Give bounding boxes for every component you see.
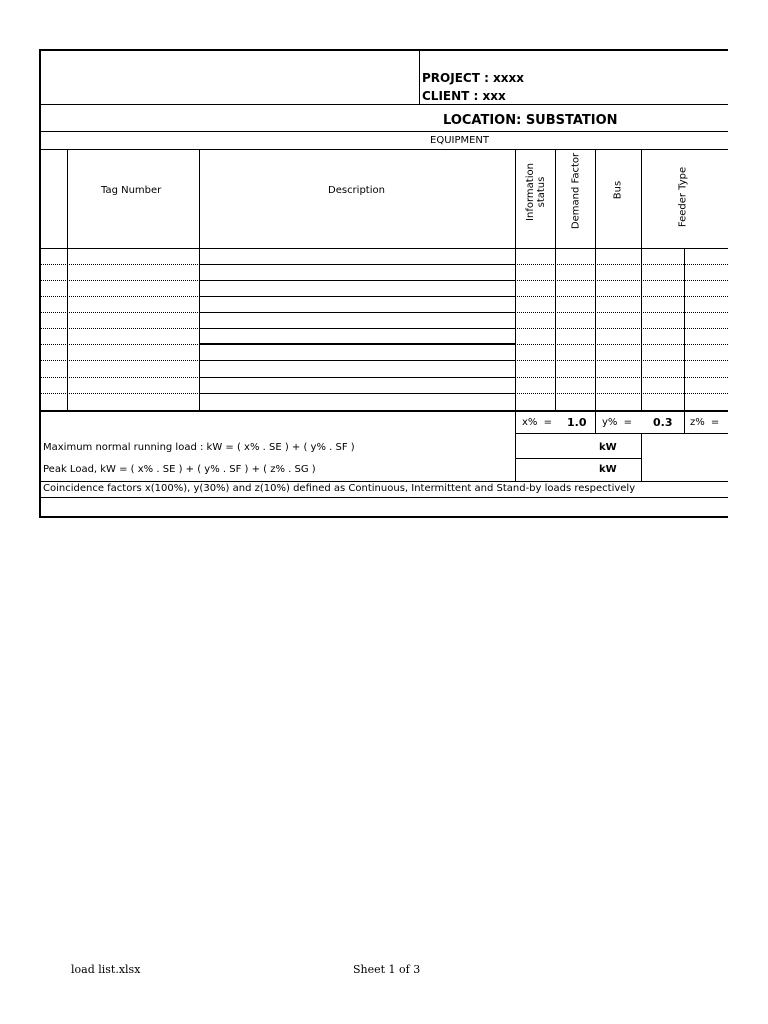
row-rule [39,296,200,297]
column-line [684,248,685,411]
row-rule [200,393,515,394]
row-rule [515,264,728,265]
row-rule [200,296,515,297]
table-bottom-rule [39,410,728,412]
row-rule [39,280,200,281]
equipment-rule [39,149,728,150]
z-factor-label: z% = [690,417,720,428]
row-rule [200,312,515,313]
row-rule [39,344,200,345]
row-rule [200,328,515,329]
location-title: LOCATION: SUBSTATION [443,113,618,128]
header-body-rule [39,248,728,249]
column-header-feeder-type: Feeder Type [677,166,689,228]
row-rule [39,377,200,378]
unit-rule [515,458,641,459]
footer-sheet-number: Sheet 1 of 3 [353,963,421,976]
client-label: CLIENT : xxx [422,89,506,103]
column-header-information-status: Information status [525,163,547,221]
frame-bottom-border [39,516,728,518]
row-rule [39,393,200,394]
x-factor-label: x% = [522,417,552,428]
row-rule [200,343,515,345]
row-rule [515,344,728,345]
note-rule [39,481,728,482]
row-rule [515,393,728,394]
row-rule [515,280,728,281]
row-rule [515,296,728,297]
column-header-description: Description [328,185,385,196]
x-factor-value: 1.0 [567,416,587,429]
row-rule [39,264,200,265]
header-rule [39,104,728,105]
column-header-tag-number: Tag Number [101,185,162,196]
factor-row-rule [515,433,728,434]
note-bottom-rule [39,497,728,498]
row-rule [39,328,200,329]
max-running-load-formula: Maximum normal running load : kW = ( x% . SE ) + ( y% . SF ) [43,442,355,453]
factor-divider [595,411,596,433]
unit-divider [641,433,642,482]
y-factor-value: 0.3 [653,416,673,429]
row-rule [39,360,200,361]
row-rule [200,280,515,281]
location-rule [39,131,728,132]
project-label: PROJECT : xxxx [422,71,525,85]
coincidence-factors-note: Coincidence factors x(100%), y(30%) and z(10%) defined as Continuous, Intermittent and Stand-by loads respectively [43,483,636,494]
frame-top-border [39,49,728,51]
factor-divider [684,411,685,433]
peak-load-formula: Peak Load, kW = ( x% . SE ) + ( y% . SF ) + ( z% . SG ) [43,464,316,475]
peak-load-unit: kW [599,464,617,475]
factor-divider [515,411,516,482]
column-header-demand-factor: Demand Factor [570,152,582,230]
row-rule [200,360,515,361]
row-rule [39,312,200,313]
row-rule [200,264,515,265]
row-rule [200,377,515,378]
footer-filename: load list.xlsx [71,963,141,976]
row-rule [515,312,728,313]
max-running-load-unit: kW [599,442,617,453]
y-factor-label: y% = [602,417,632,428]
row-rule [515,360,728,361]
column-header-bus: Bus [612,180,624,200]
row-rule [515,328,728,329]
header-divider [419,49,420,104]
equipment-label: EQUIPMENT [430,135,490,146]
frame-left-border [39,49,41,517]
row-rule [515,377,728,378]
